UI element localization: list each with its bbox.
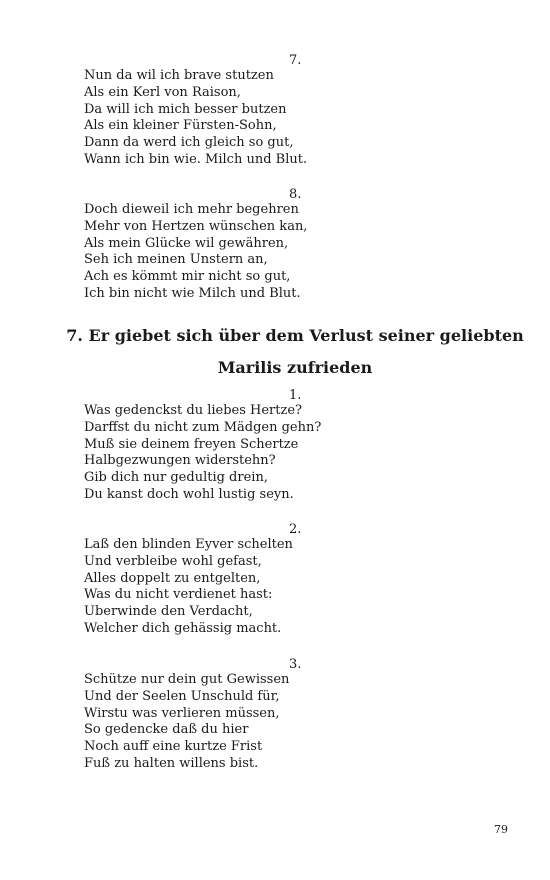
verse-line: Ach es kömmt mir nicht so gut, bbox=[84, 269, 291, 285]
stanza-number: 3. bbox=[289, 657, 302, 672]
stanza bbox=[84, 537, 484, 638]
verse-line: Noch auff eine kurtze Frist bbox=[84, 739, 263, 755]
verse-line: Als ein Kerl von Raison, bbox=[84, 84, 241, 100]
verse-line: Nun da wil ich brave stutzen bbox=[84, 68, 274, 83]
verse-line: Gib dich nur gedultig drein, bbox=[84, 470, 268, 486]
stanza-number: 2. bbox=[289, 522, 302, 537]
verse-line: Was gedenckst du liebes Hertze? bbox=[84, 403, 303, 418]
verse-line: Darffst du nicht zum Mädgen gehn? bbox=[84, 419, 322, 435]
poem-title-line-2: Marilis zufrieden bbox=[217, 358, 373, 377]
verse-line: Als ein kleiner Fürsten-Sohn, bbox=[84, 118, 277, 134]
verse-line: So gedencke daß du hier bbox=[84, 722, 249, 738]
verse-line: Halbgezwungen widerstehn? bbox=[84, 453, 276, 469]
verse-line: Wann ich bin wie. Milch und Blut. bbox=[84, 151, 308, 167]
stanza bbox=[84, 202, 484, 303]
poem-title-line-1: 7. Er giebet sich über dem Verlust seiner geliebten bbox=[66, 326, 524, 345]
verse-line: Doch dieweil ich mehr begehren bbox=[84, 202, 299, 217]
page-number: 79 bbox=[494, 823, 508, 836]
verse-line: Uberwinde den Verdacht, bbox=[84, 604, 253, 620]
verse-line: Seh ich meinen Unstern an, bbox=[84, 252, 268, 268]
verse-line: Du kanst doch wohl lustig seyn. bbox=[84, 486, 294, 502]
stanza-number: 8. bbox=[289, 187, 302, 202]
stanza bbox=[84, 403, 484, 504]
verse-line: Ich bin nicht wie Milch und Blut. bbox=[84, 285, 301, 301]
stanza bbox=[84, 672, 484, 773]
verse-line: Fuß zu halten willens bist. bbox=[84, 755, 259, 771]
stanza bbox=[84, 68, 484, 169]
verse-line: Als mein Glücke wil gewähren, bbox=[84, 235, 289, 251]
verse-line: Schütze nur dein gut Gewissen bbox=[84, 672, 290, 687]
verse-line: Alles doppelt zu entgelten, bbox=[84, 570, 261, 586]
verse-line: Und der Seelen Unschuld für, bbox=[84, 688, 280, 704]
verse-line: Muß sie deinem freyen Schertze bbox=[84, 436, 299, 452]
verse-line: Mehr von Hertzen wünschen kan, bbox=[84, 218, 308, 234]
verse-line: Und verbleibe wohl gefast, bbox=[84, 553, 262, 569]
verse-line: Welcher dich gehässig macht. bbox=[84, 620, 282, 636]
verse-line: Wirstu was verlieren müssen, bbox=[84, 705, 280, 721]
verse-line: Da will ich mich besser butzen bbox=[84, 101, 287, 117]
stanza-number: 1. bbox=[289, 388, 302, 403]
verse-line: Laß den blinden Eyver schelten bbox=[84, 537, 293, 552]
verse-line: Dann da werd ich gleich so gut, bbox=[84, 135, 294, 151]
verse-line: Was du nicht verdienet hast: bbox=[84, 587, 273, 603]
stanza-number: 7. bbox=[289, 53, 302, 68]
